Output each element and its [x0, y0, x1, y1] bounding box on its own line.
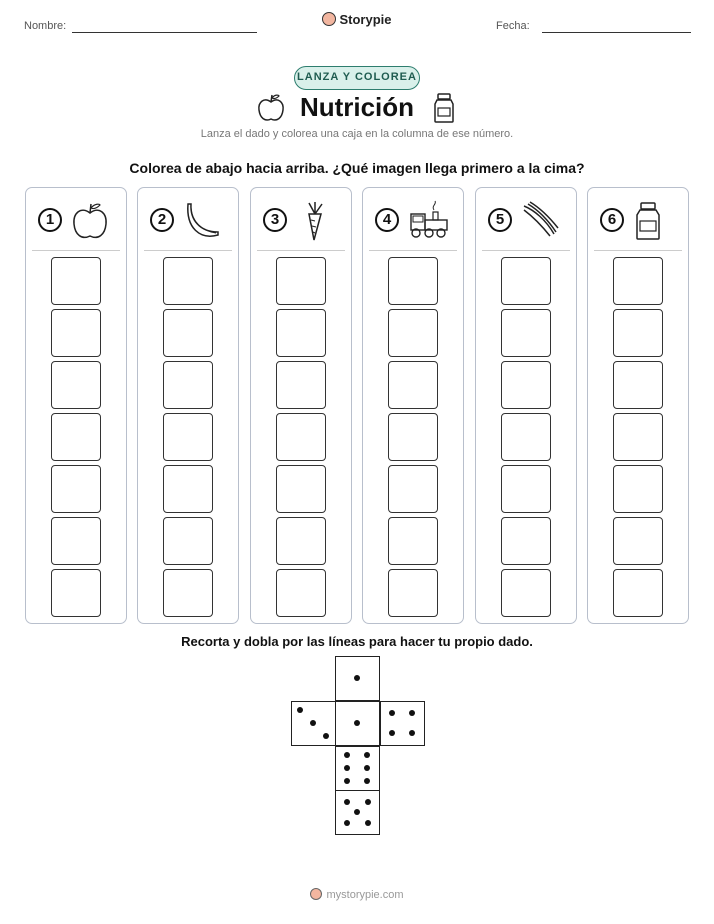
dice-pip [323, 733, 329, 739]
column-number: 3 [263, 208, 287, 232]
banana-icon [182, 200, 222, 247]
storypie-bear-icon [310, 888, 322, 900]
column-divider [482, 250, 570, 251]
column-4 [362, 187, 464, 624]
column-divider [257, 250, 345, 251]
color-box[interactable] [613, 517, 663, 565]
dice-pip [364, 778, 370, 784]
jar-icon [632, 200, 664, 247]
color-box[interactable] [501, 413, 551, 461]
color-box[interactable] [276, 309, 326, 357]
color-box[interactable] [501, 465, 551, 513]
brand-name: Storypie [339, 12, 392, 27]
color-box[interactable] [613, 569, 663, 617]
color-box[interactable] [276, 361, 326, 409]
column-divider [594, 250, 682, 251]
color-box[interactable] [388, 569, 438, 617]
color-box[interactable] [388, 465, 438, 513]
color-box[interactable] [276, 413, 326, 461]
dice-face-1 [335, 656, 380, 701]
brand-logo [0, 12, 714, 27]
dice-face-5 [335, 790, 380, 835]
page-title: Nutrición [299, 92, 415, 122]
color-box[interactable] [51, 465, 101, 513]
column-1 [25, 187, 127, 624]
color-box[interactable] [388, 309, 438, 357]
carrot-icon [295, 200, 335, 247]
dice-pip [409, 730, 415, 736]
color-box[interactable] [163, 309, 213, 357]
column-number: 1 [38, 208, 62, 232]
dice-pip [344, 765, 350, 771]
color-box[interactable] [613, 309, 663, 357]
column-6 [587, 187, 689, 624]
dice-instruction: Recorta y dobla por las líneas para hacer tu propio dado. [181, 634, 533, 649]
activity-badge: LANZA Y COLOREA [294, 66, 420, 90]
dice-pip [344, 752, 350, 758]
column-number: 6 [600, 208, 624, 232]
column-divider [369, 250, 457, 251]
apple-icon [70, 200, 110, 247]
color-box[interactable] [501, 361, 551, 409]
dice-pip [354, 675, 360, 681]
column-3 [250, 187, 352, 624]
dice-pip [344, 799, 350, 805]
dice-face-6 [335, 746, 380, 791]
color-box[interactable] [388, 361, 438, 409]
column-5 [475, 187, 577, 624]
color-box[interactable] [388, 517, 438, 565]
column-number: 2 [150, 208, 174, 232]
dice-pip [364, 765, 370, 771]
color-box[interactable] [51, 309, 101, 357]
dice-pip [389, 710, 395, 716]
color-box[interactable] [501, 517, 551, 565]
dice-face-3 [291, 701, 336, 746]
dice-pip [354, 809, 360, 815]
color-box[interactable] [276, 257, 326, 305]
color-box[interactable] [163, 517, 213, 565]
dice-pip [310, 720, 316, 726]
color-box[interactable] [163, 465, 213, 513]
color-box[interactable] [276, 517, 326, 565]
date-line[interactable] [542, 32, 691, 33]
color-box[interactable] [613, 413, 663, 461]
dice-face-4 [380, 701, 425, 746]
subtitle: Lanza el dado y colorea una caja en la columna de ese número. [200, 128, 514, 140]
column-divider [32, 250, 120, 251]
dice-pip [389, 730, 395, 736]
color-box[interactable] [613, 257, 663, 305]
date-label: Fecha: [496, 20, 530, 32]
name-line[interactable] [72, 32, 257, 33]
color-box[interactable] [501, 257, 551, 305]
color-box[interactable] [501, 569, 551, 617]
instruction: Colorea de abajo hacia arriba. ¿Qué imagen llega primero a la cima? [129, 160, 585, 176]
color-box[interactable] [613, 361, 663, 409]
dice-pip [365, 799, 371, 805]
color-box[interactable] [51, 517, 101, 565]
color-box[interactable] [613, 465, 663, 513]
color-box[interactable] [163, 257, 213, 305]
color-box[interactable] [51, 569, 101, 617]
color-box[interactable] [388, 257, 438, 305]
dice-pip [297, 707, 303, 713]
footer [0, 888, 714, 901]
color-box[interactable] [163, 361, 213, 409]
color-box[interactable] [163, 413, 213, 461]
footer-url[interactable]: mystorypie.com [326, 889, 404, 901]
dice-pip [409, 710, 415, 716]
storypie-bear-icon [322, 12, 336, 26]
color-box[interactable] [388, 413, 438, 461]
column-divider [144, 250, 232, 251]
name-label: Nombre: [24, 20, 67, 32]
color-box[interactable] [501, 309, 551, 357]
color-box[interactable] [51, 361, 101, 409]
dice-pip [344, 778, 350, 784]
jar-icon [432, 92, 456, 124]
dice-pip [344, 820, 350, 826]
color-box[interactable] [51, 413, 101, 461]
dice-pip [354, 720, 360, 726]
dice-face-1 [335, 701, 380, 746]
dice-pip [365, 820, 371, 826]
color-box[interactable] [163, 569, 213, 617]
dice-pip [364, 752, 370, 758]
column-number: 5 [488, 208, 512, 232]
column-number: 4 [375, 208, 399, 232]
color-box[interactable] [276, 465, 326, 513]
color-box[interactable] [51, 257, 101, 305]
green-beans-icon [520, 200, 560, 247]
column-2 [137, 187, 239, 624]
train-icon [407, 200, 451, 247]
color-box[interactable] [276, 569, 326, 617]
